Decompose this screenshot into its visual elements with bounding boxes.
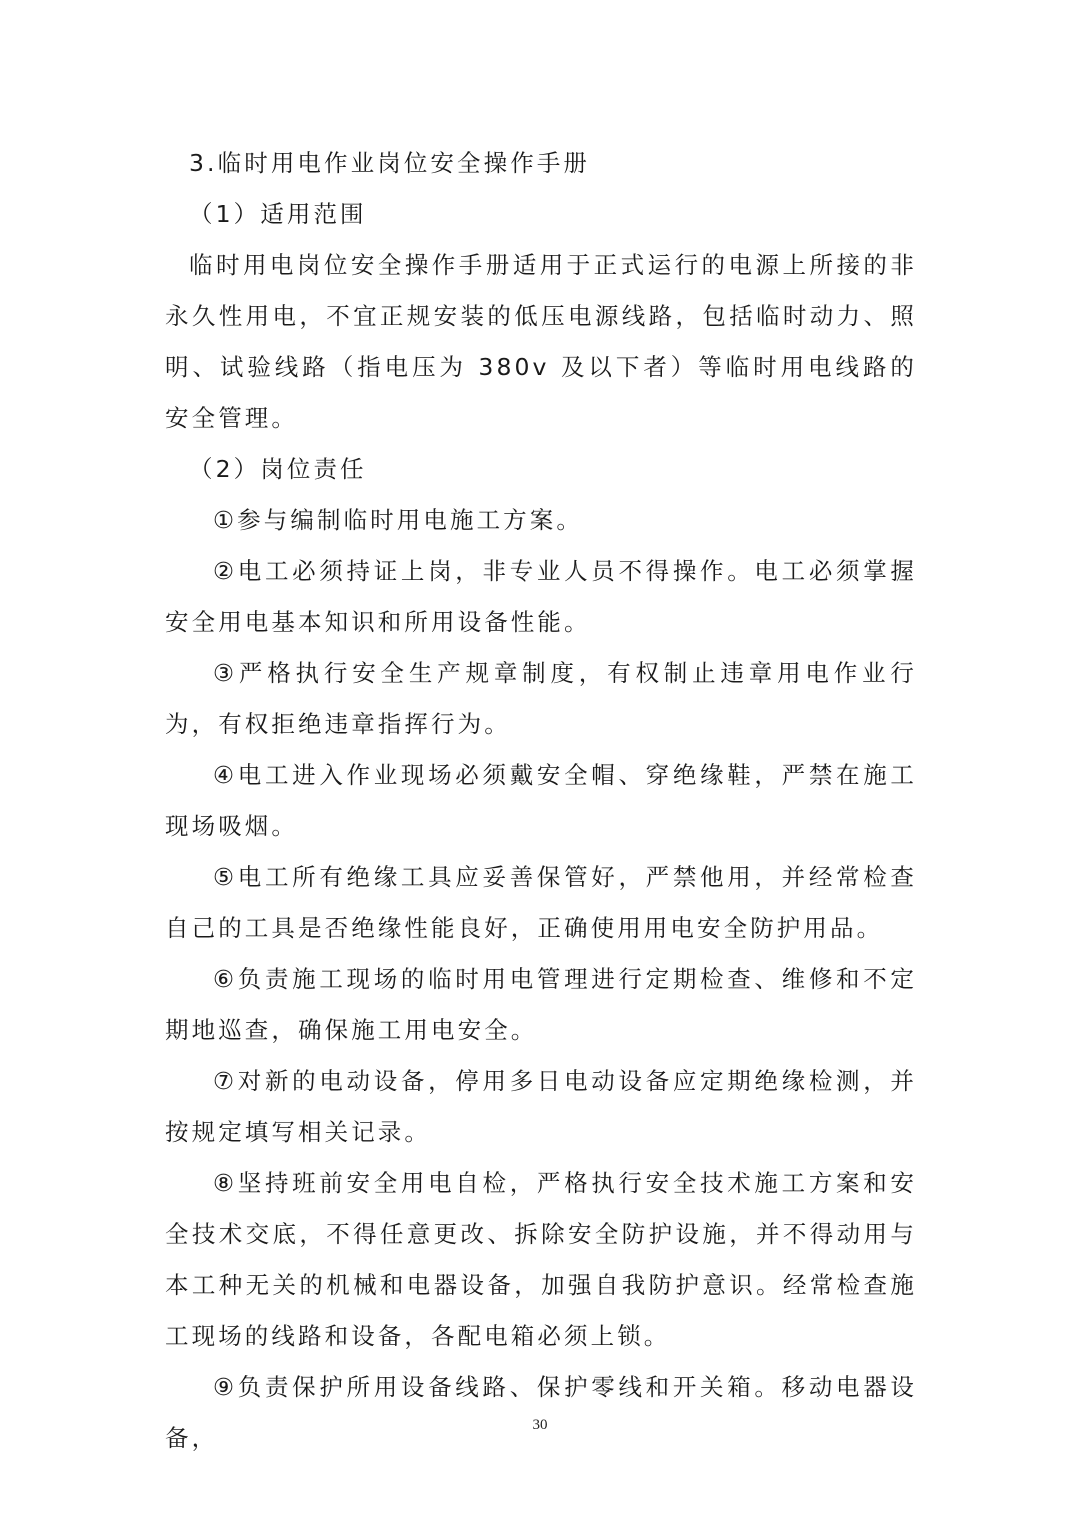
list-item-1: ①参与编制临时用电施工方案。 xyxy=(213,506,583,534)
list-item-9: ⑨负责保护所用设备线路、保护零线和开关箱。移动电器设备， xyxy=(165,1373,917,1452)
page-number: 30 xyxy=(532,1417,548,1433)
list-item-5: ⑤电工所有绝缘工具应妥善保管好，严禁他用，并经常检查自己的工具是否绝缘性能良好，正确使用用电安全防护用品。 xyxy=(165,863,917,942)
subheading-responsibility: （2）岗位责任 xyxy=(189,455,367,483)
paragraph-scope: 临时用电岗位安全操作手册适用于正式运行的电源上所接的非永久性用电，不宜正规安装的低压电源线路，包括临时动力、照明、试验线路（指电压为 380v 及以下者）等临时用电线路的安全管理。 xyxy=(165,251,917,432)
list-item-3: ③严格执行安全生产规章制度，有权制止违章用电作业行为，有权拒绝违章指挥行为。 xyxy=(165,659,917,738)
list-item-7: ⑦对新的电动设备，停用多日电动设备应定期绝缘检测，并按规定填写相关记录。 xyxy=(165,1067,917,1146)
document-body xyxy=(165,138,917,1464)
subheading-scope: （1）适用范围 xyxy=(189,200,367,228)
list-item-8: ⑧坚持班前安全用电自检，严格执行安全技术施工方案和安全技术交底，不得任意更改、拆除安全防护设施，并不得动用与本工种无关的机械和电器设备，加强自我防护意识。经常检查施工现场的线路和设备，各配电箱必须上锁。 xyxy=(165,1169,917,1350)
list-item-2: ②电工必须持证上岗，非专业人员不得操作。电工必须掌握安全用电基本知识和所用设备性能。 xyxy=(165,557,917,636)
list-item-4: ④电工进入作业现场必须戴安全帽、穿绝缘鞋，严禁在施工现场吸烟。 xyxy=(165,761,917,840)
list-item-6: ⑥负责施工现场的临时用电管理进行定期检查、维修和不定期地巡查，确保施工用电安全。 xyxy=(165,965,917,1044)
section-heading: 3.临时用电作业岗位安全操作手册 xyxy=(189,149,591,177)
